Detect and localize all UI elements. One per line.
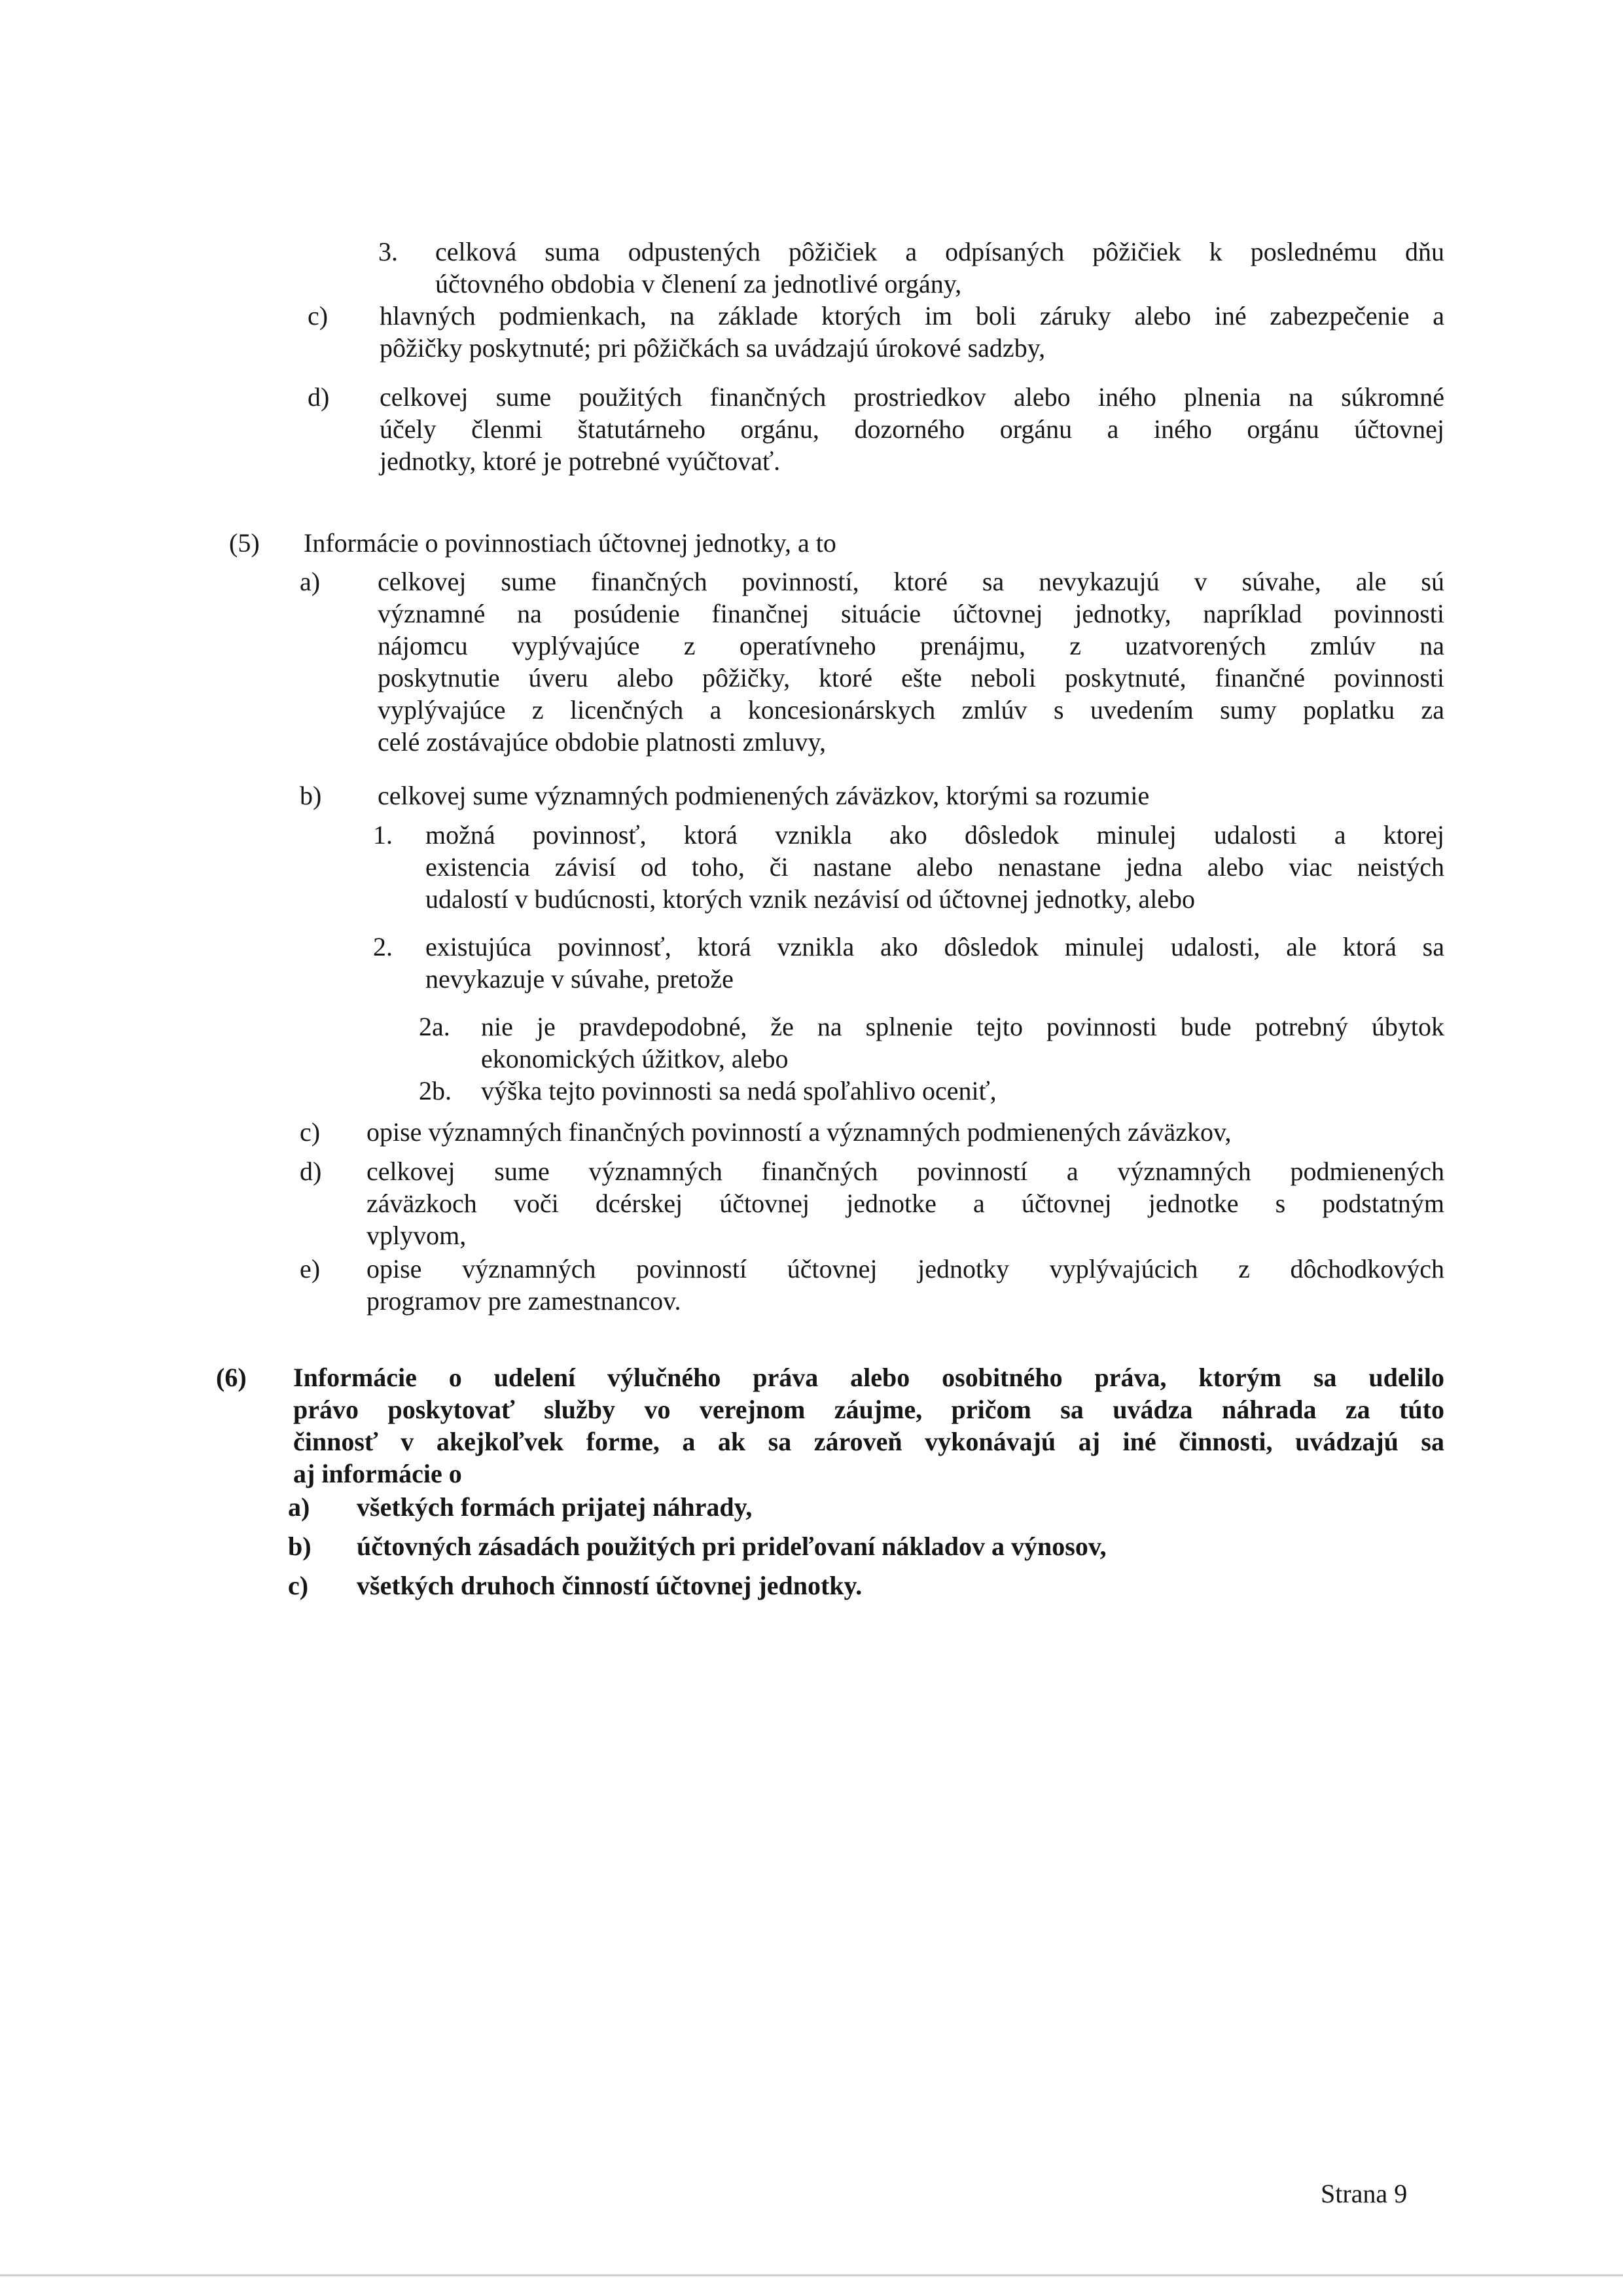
paragraph-text xyxy=(378,565,1444,758)
text-line: opise významných povinností účtovnej jednotky vyplývajúcich z dôchodkových xyxy=(366,1254,1444,1283)
paragraph-text xyxy=(380,381,1444,477)
text-line: celkovej sume významných podmienených záväzkov, ktorými sa rozumie xyxy=(378,781,1150,810)
paragraph-text xyxy=(357,1491,1444,1523)
text-line: pôžičky poskytnuté; pri pôžičkách sa uvádzajú úrokové sadzby, xyxy=(380,333,1046,363)
page-number: Strana 9 xyxy=(1321,2179,1408,2208)
text-line: nevykazuje v súvahe, pretože xyxy=(425,964,734,994)
list-marker: a) xyxy=(288,1492,310,1522)
list-marker: d) xyxy=(300,1157,322,1186)
text-line: výška tejto povinnosti sa nedá spoľahlivo oceniť, xyxy=(481,1076,997,1105)
text-line: aj informácie o xyxy=(293,1459,462,1488)
paragraph-text xyxy=(366,1253,1444,1317)
list-marker: 2b. xyxy=(419,1076,452,1105)
list-marker: b) xyxy=(288,1532,312,1561)
text-line: jednotky, ktoré je potrebné vyúčtovať. xyxy=(380,446,781,476)
paragraph-text xyxy=(425,819,1444,915)
paragraph-text xyxy=(378,780,1444,812)
text-line: vplyvom, xyxy=(366,1221,467,1250)
paragraph-text xyxy=(357,1530,1444,1562)
text-line: nie je pravdepodobné, že na splnenie tejto povinnosti bude potrebný úbytok xyxy=(481,1012,1444,1041)
paragraph-text xyxy=(435,236,1444,300)
text-line: Informácie o povinnostiach účtovnej jednotky, a to xyxy=(304,528,836,558)
text-line: celkovej sume finančných povinností, ktoré sa nevykazujú v súvahe, ale sú xyxy=(378,567,1444,596)
text-line: činnosť v akejkoľvek forme, a ak sa zároveň vykonávajú aj iné činnosti, uvádzajú sa xyxy=(293,1427,1444,1456)
paragraph-text xyxy=(293,1361,1444,1490)
text-line: celkovej sume významných finančných povinností a významných podmienených xyxy=(366,1157,1444,1186)
paragraph-text xyxy=(380,300,1444,364)
list-marker: 2. xyxy=(373,932,393,961)
text-line: existencia závisí od toho, či nastane alebo nenastane jedna alebo viac neistých xyxy=(425,852,1444,882)
text-line: celková suma odpustených pôžičiek a odpísaných pôžičiek k poslednému dňu xyxy=(435,237,1444,266)
list-marker: 3. xyxy=(378,237,398,266)
text-line: programov pre zamestnancov. xyxy=(366,1286,681,1316)
list-marker: a) xyxy=(300,567,321,596)
list-marker: e) xyxy=(300,1254,321,1283)
text-line: všetkých formách prijatej náhrady, xyxy=(357,1492,753,1522)
text-line: účtovného obdobia v členení za jednotlivé orgány, xyxy=(435,269,962,298)
text-line: všetkých druhoch činností účtovnej jednotky. xyxy=(357,1571,863,1600)
text-line: významné na posúdenie finančnej situácie účtovnej jednotky, napríklad povinnosti xyxy=(378,599,1444,628)
list-marker: 2a. xyxy=(419,1012,450,1041)
text-line: existujúca povinnosť, ktorá vznikla ako dôsledok minulej udalosti, ale ktorá sa xyxy=(425,932,1444,961)
text-line: vyplývajúce z licenčných a koncesionárskych zmlúv s uvedením sumy poplatku za xyxy=(378,695,1444,725)
text-line: poskytnutie úveru alebo pôžičky, ktoré ešte neboli poskytnuté, finančné povinnosti xyxy=(378,663,1444,692)
text-line: Informácie o udelení výlučného práva alebo osobitného práva, ktorým sa udelilo xyxy=(293,1363,1444,1392)
list-marker: d) xyxy=(308,382,330,412)
list-marker: (6) xyxy=(216,1363,247,1392)
list-marker: 1. xyxy=(373,820,393,850)
scan-edge-line xyxy=(0,2274,1623,2276)
list-marker: (5) xyxy=(229,528,260,558)
list-marker: c) xyxy=(308,301,329,331)
text-line: účely členmi štatutárneho orgánu, dozorného orgánu a iného orgánu účtovnej xyxy=(380,414,1444,444)
text-line: záväzkoch voči dcérskej účtovnej jednotke a účtovnej jednotke s podstatným xyxy=(366,1189,1444,1218)
text-line: možná povinnosť, ktorá vznikla ako dôsledok minulej udalosti a ktorej xyxy=(425,820,1444,850)
paragraph-text xyxy=(481,1011,1444,1075)
text-line: ekonomických úžitkov, alebo xyxy=(481,1044,789,1073)
paragraph-text xyxy=(425,931,1444,995)
list-marker: c) xyxy=(300,1117,321,1147)
text-line: právo poskytovať služby vo verejnom záujme, pričom sa uvádza náhrada za túto xyxy=(293,1395,1444,1424)
paragraph-text xyxy=(366,1116,1444,1148)
paragraph-text xyxy=(357,1570,1444,1602)
text-line: nájomcu vyplývajúce z operatívneho prenájmu, z uzatvorených zmlúv na xyxy=(378,631,1444,660)
paragraph-text xyxy=(304,527,1444,559)
text-line: hlavných podmienkach, na základe ktorých im boli záruky alebo iné zabezpečenie a xyxy=(380,301,1444,331)
list-marker: b) xyxy=(300,781,322,810)
list-marker: c) xyxy=(288,1571,309,1600)
paragraph-text xyxy=(366,1155,1444,1251)
text-line: udalostí v budúcnosti, ktorých vznik nezávisí od účtovnej jednotky, alebo xyxy=(425,884,1196,914)
text-line: opise významných finančných povinností a významných podmienených záväzkov, xyxy=(366,1117,1232,1147)
text-line: celkovej sume použitých finančných prostriedkov alebo iného plnenia na súkromné xyxy=(380,382,1444,412)
text-line: celé zostávajúce obdobie platnosti zmluvy, xyxy=(378,727,826,757)
paragraph-text xyxy=(481,1075,1444,1107)
text-line: účtovných zásadách použitých pri prideľovaní nákladov a výnosov, xyxy=(357,1532,1107,1561)
